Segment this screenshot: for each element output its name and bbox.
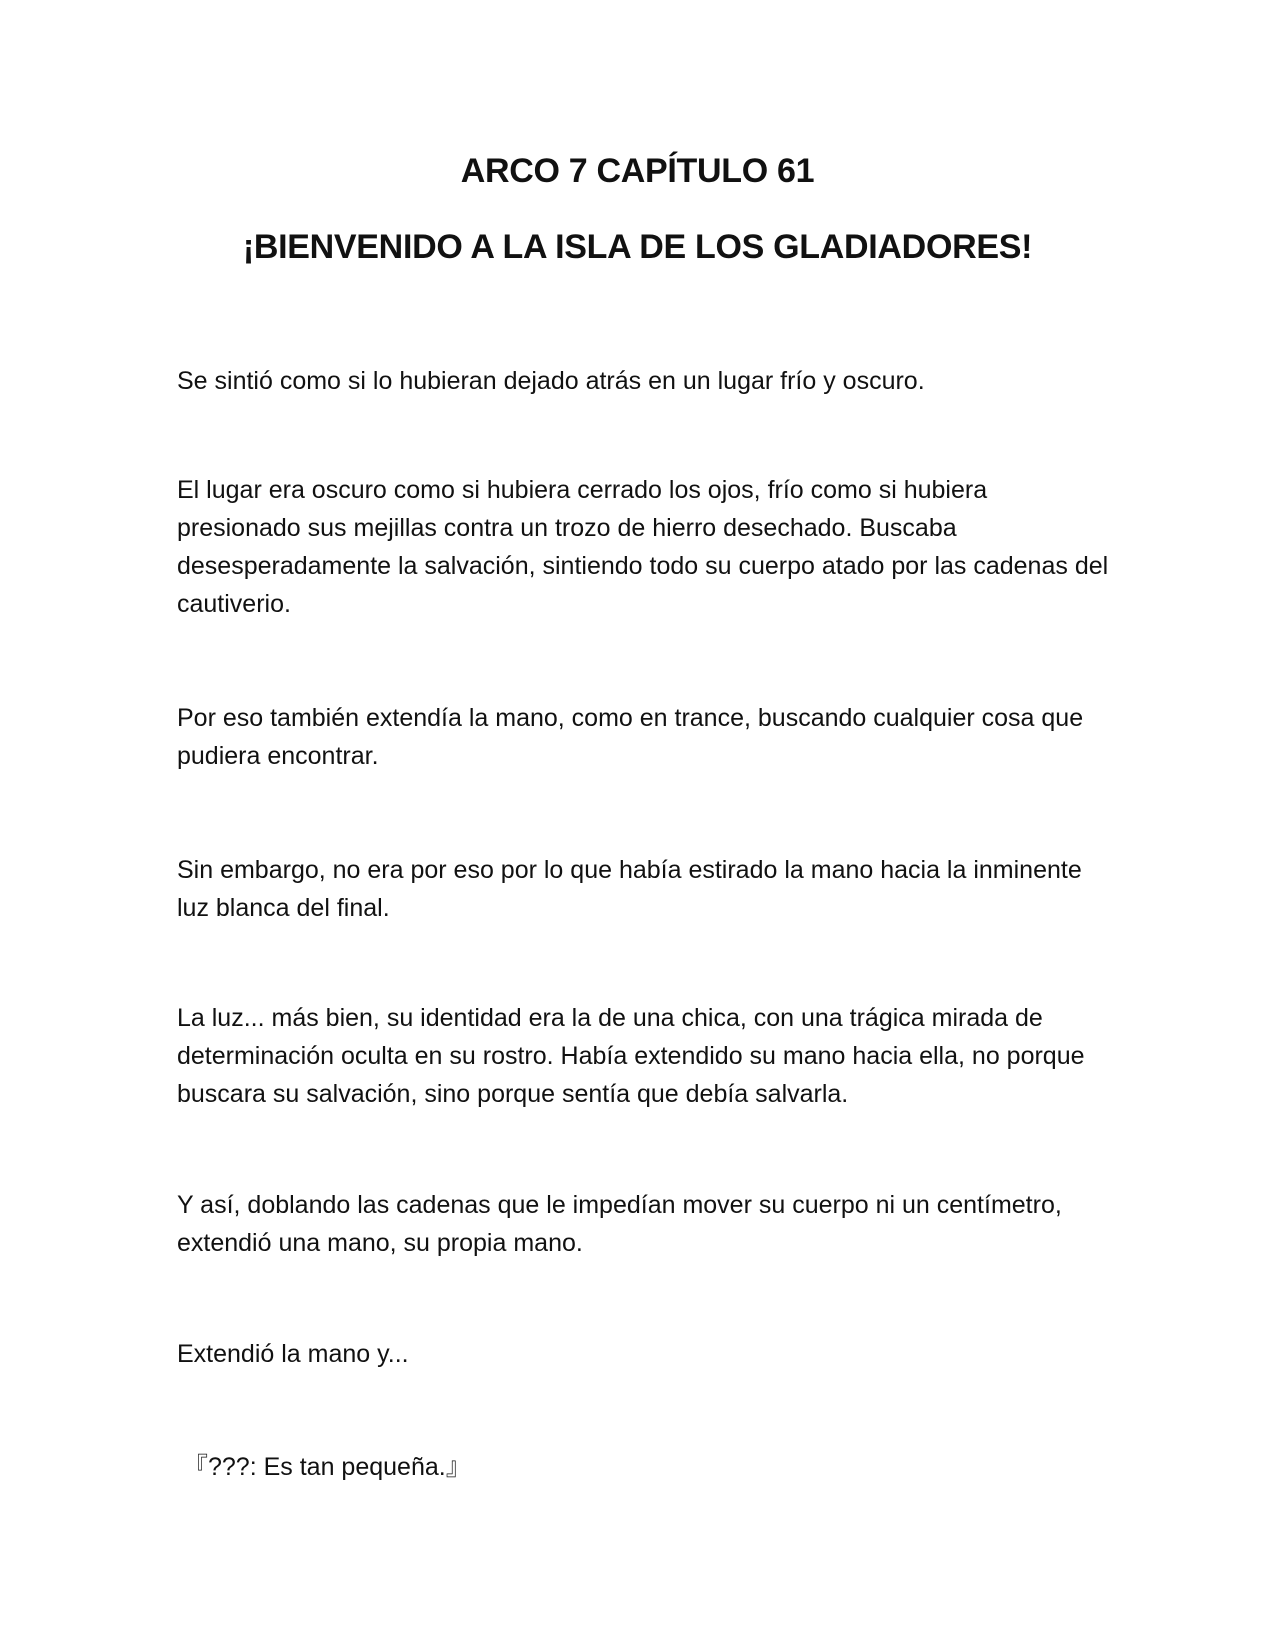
- chapter-subtitle: ¡BIENVENIDO A LA ISLA DE LOS GLADIADORES!: [242, 228, 1033, 266]
- paragraph: La luz... más bien, su identidad era la de una chica, con una trágica mirada de determinación oculta en su rostro. Había extendido su mano hacia ella, no porque buscara su salvación, sino porque sentía que debía salvarla.: [177, 1004, 1085, 1108]
- paragraph: Extendió la mano y...: [177, 1340, 409, 1368]
- paragraph: Por eso también extendía la mano, como en trance, buscando cualquier cosa que pudiera encontrar.: [177, 704, 1084, 770]
- paragraph: Se sintió como si lo hubieran dejado atrás en un lugar frío y oscuro.: [177, 367, 925, 395]
- dialogue-line: 『???: Es tan pequeña.』: [183, 1453, 471, 1481]
- chapter-title: ARCO 7 CAPÍTULO 61: [460, 152, 815, 190]
- paragraph: Y así, doblando las cadenas que le impedían mover su cuerpo ni un centímetro, extendió una mano, su propia mano.: [177, 1191, 1062, 1257]
- paragraph: El lugar era oscuro como si hubiera cerrado los ojos, frío como si hubiera presionado sus mejillas contra un trozo de hierro desechado. Buscaba desesperadamente la salvación, sintiendo todo su cuerpo atado por las cadenas del cautiverio.: [177, 476, 1109, 618]
- paragraph: Sin embargo, no era por eso por lo que había estirado la mano hacia la inminente luz blanca del final.: [177, 856, 1082, 922]
